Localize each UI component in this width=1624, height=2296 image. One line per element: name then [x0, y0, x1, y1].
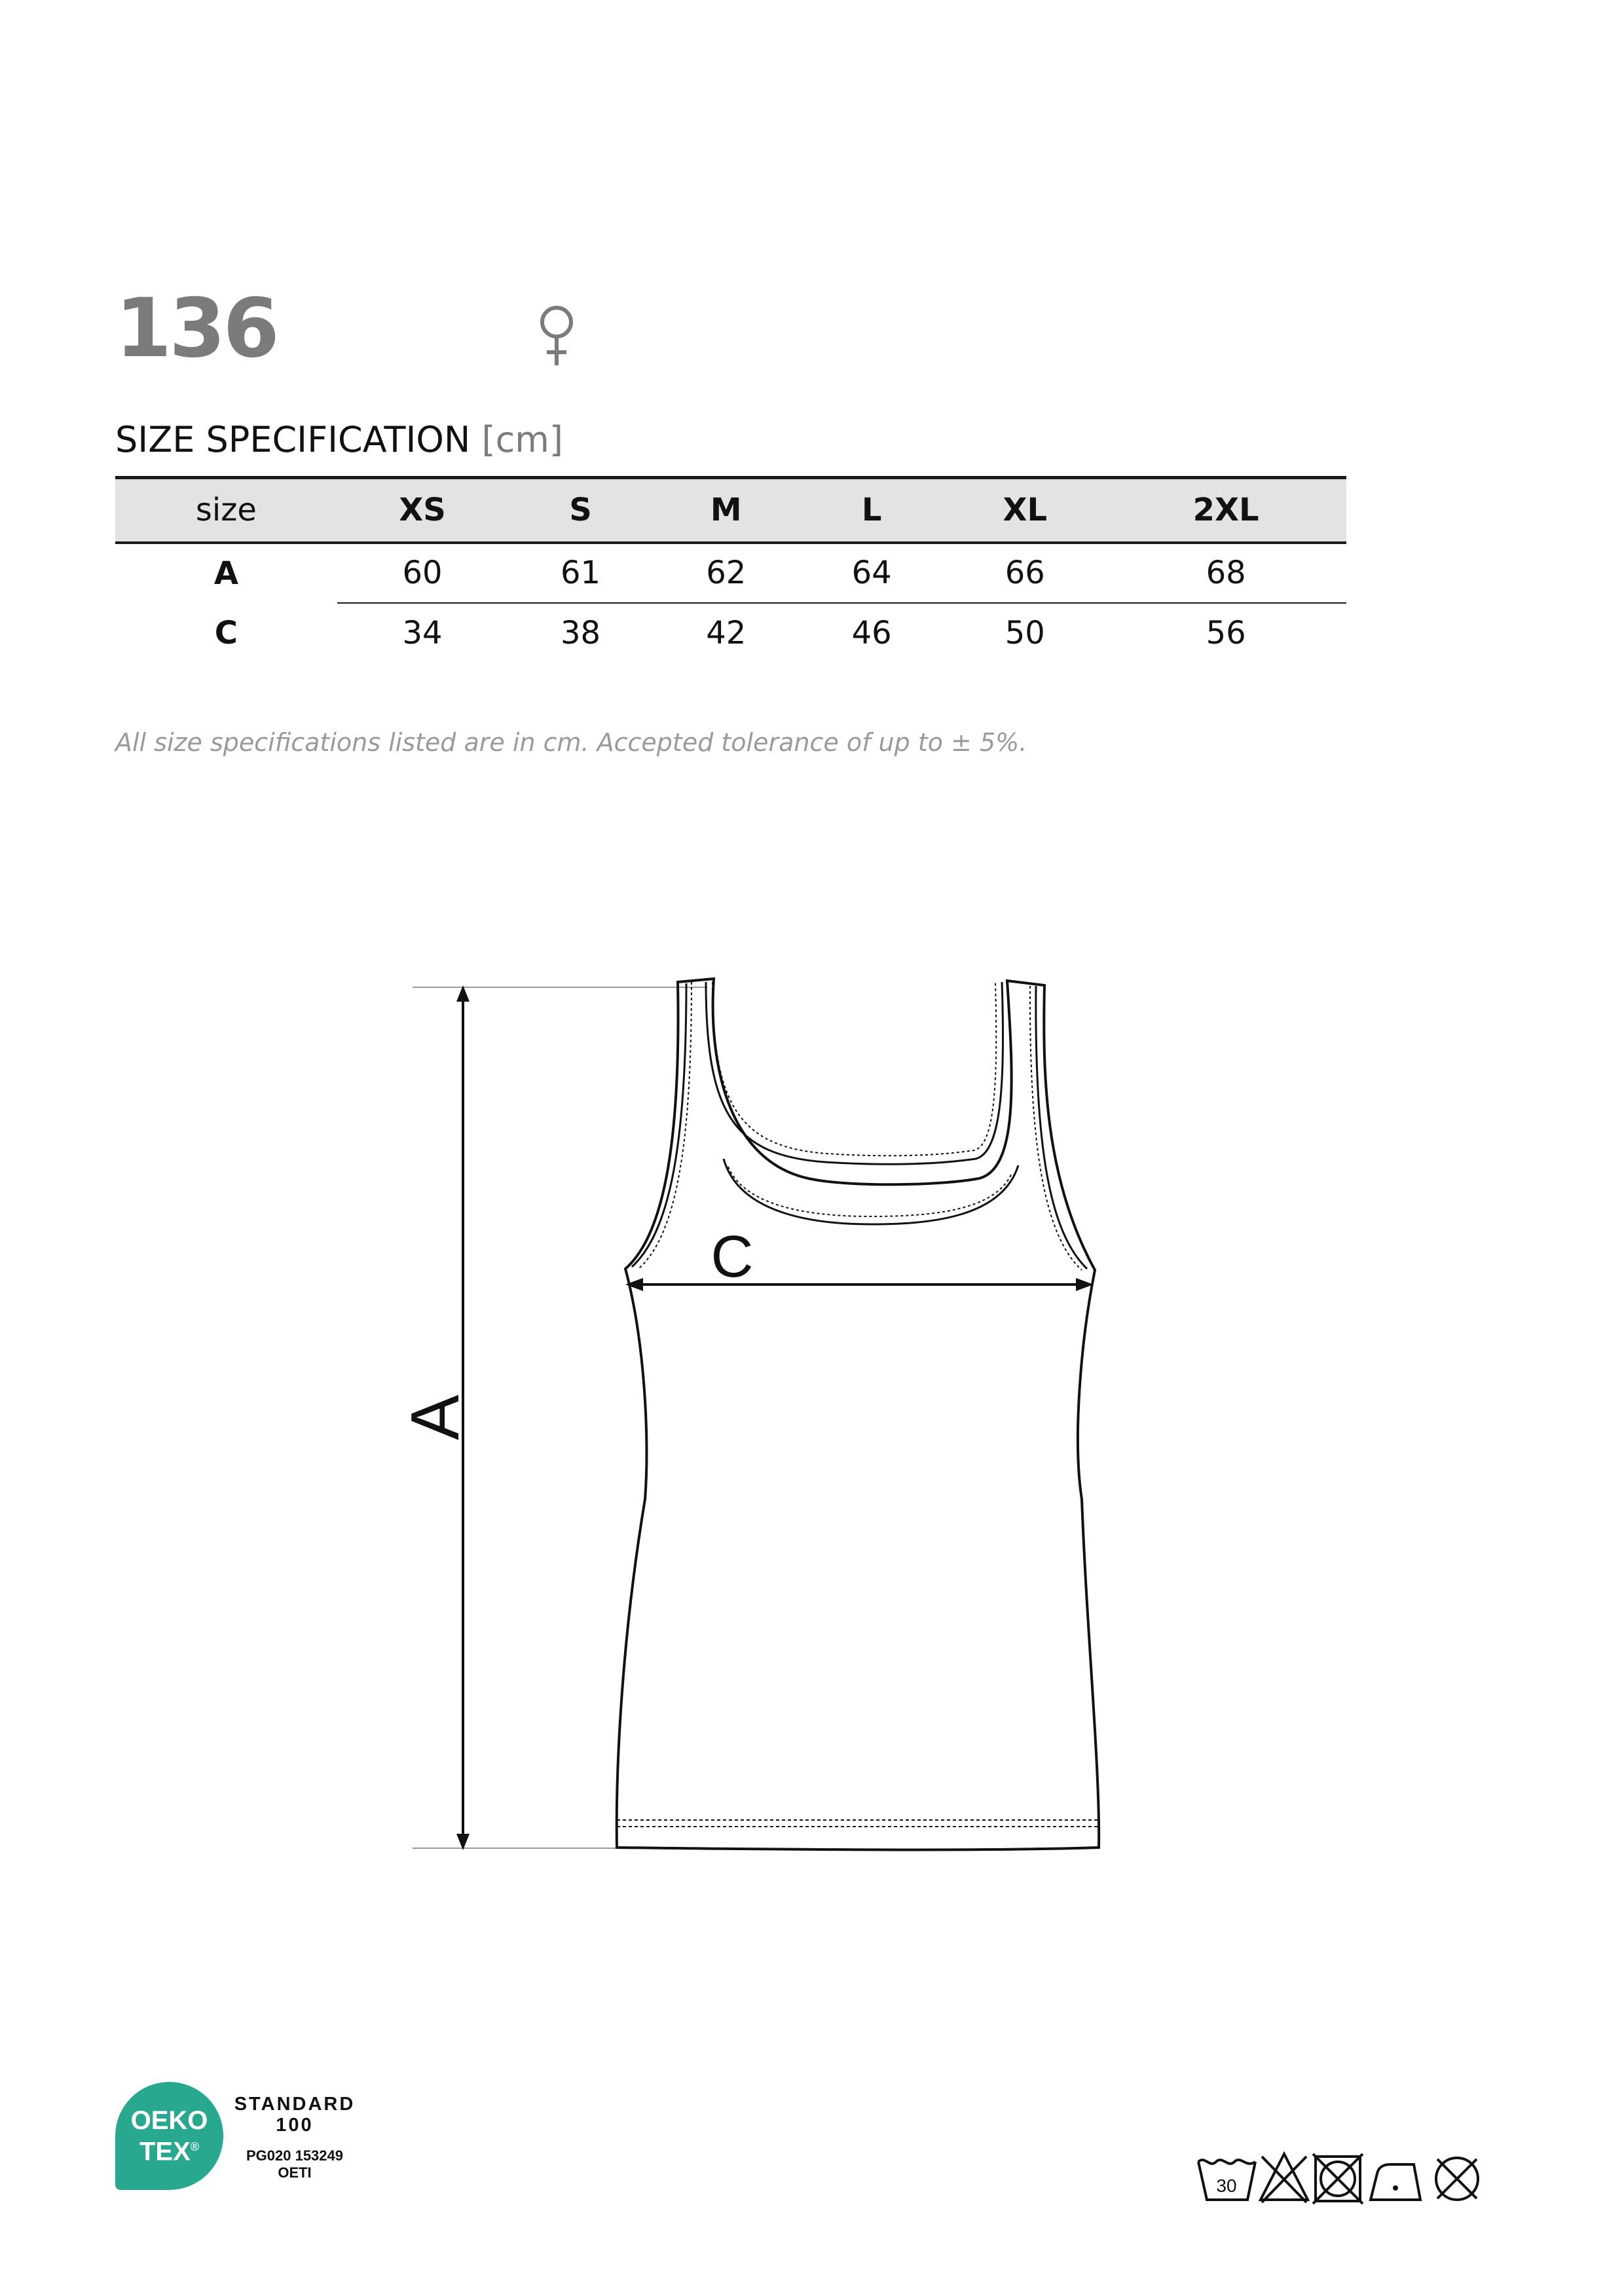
length-label: A: [397, 1394, 473, 1440]
female-symbol-icon: [534, 302, 580, 368]
do-not-tumble-dry-icon: [1313, 2154, 1363, 2204]
size-column-header: 2XL: [1105, 478, 1346, 543]
table-cell: 42: [706, 615, 747, 651]
size-table: [115, 476, 1346, 663]
table-cell: 66: [944, 543, 1105, 603]
spec-heading: [115, 419, 563, 460]
table-cell: 34: [402, 615, 443, 651]
size-column-header: XL: [944, 478, 1105, 543]
garment-outline: [617, 979, 1099, 1850]
row-label: A: [213, 555, 238, 592]
size-column-header: M: [654, 478, 799, 543]
table-cell: 50: [1005, 615, 1045, 651]
oeko-tex-badge: [115, 2082, 223, 2190]
size-column-header: L: [799, 478, 944, 543]
certificate-number: PG020 153249: [246, 2147, 344, 2164]
table-cell: 56: [1206, 615, 1246, 651]
spec-heading-title: SIZE SPECIFICATION: [115, 419, 471, 460]
care-symbols: [1195, 2147, 1503, 2213]
table-cell: 60: [337, 543, 508, 603]
table-cell: 62: [654, 543, 799, 603]
table-row: [115, 543, 1346, 603]
tank-top-drawing: [393, 969, 1139, 1859]
product-number: 136: [115, 282, 277, 376]
spec-heading-unit: [cm]: [481, 419, 563, 460]
table-cell: 68: [1105, 543, 1346, 603]
size-header-row: [115, 478, 1346, 543]
oeko-certificate: [232, 2147, 357, 2181]
size-column-header: XS: [337, 478, 508, 543]
size-header-label: size: [115, 478, 337, 543]
chest-label: C: [710, 1224, 754, 1290]
iron-low-icon: [1371, 2164, 1420, 2200]
wash-temperature: 30: [1216, 2176, 1237, 2196]
size-column-header: S: [507, 478, 653, 543]
oeko-badge-line2: TEX®: [139, 2137, 200, 2166]
table-cell: 38: [560, 615, 601, 651]
certificate-institute: OETI: [278, 2164, 312, 2181]
oeko-standard-line2: 100: [276, 2115, 314, 2136]
row-label: C: [214, 614, 238, 651]
do-not-dry-clean-icon: [1436, 2158, 1478, 2200]
tolerance-note: All size specifications listed are in cm. Accepted tolerance of up to ± 5%.: [115, 728, 1027, 757]
table-cell: 61: [507, 543, 653, 603]
oeko-standard-line1: STANDARD: [234, 2094, 356, 2115]
table-cell: 46: [851, 615, 892, 651]
table-row: [115, 603, 1346, 663]
oeko-badge-line1: OEKO: [130, 2105, 208, 2135]
wash-30-icon: [1198, 2160, 1255, 2200]
table-cell: 64: [799, 543, 944, 603]
do-not-bleach-icon: [1261, 2154, 1308, 2202]
oeko-standard-text: [232, 2094, 357, 2136]
